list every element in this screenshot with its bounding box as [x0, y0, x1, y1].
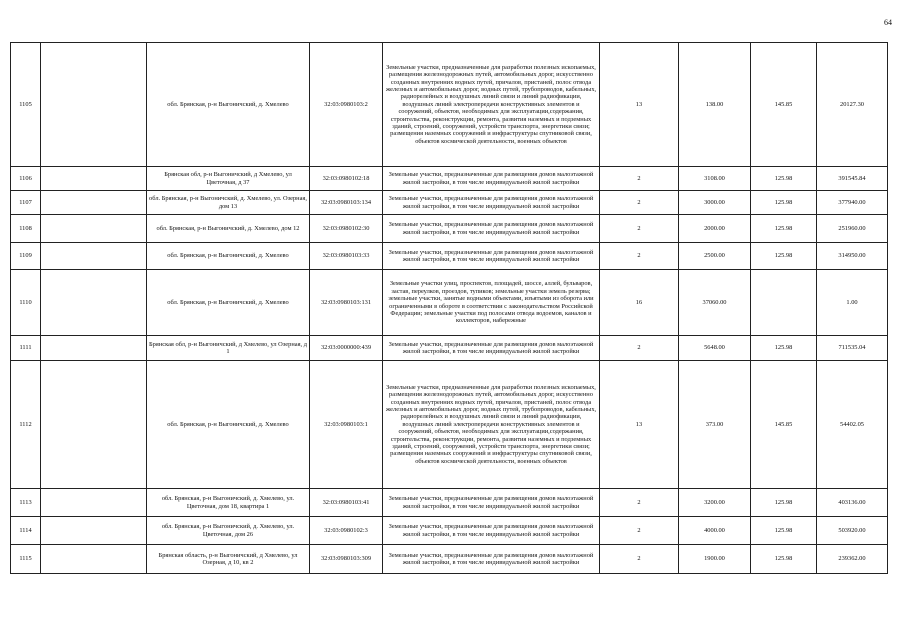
row-number: 1105 [11, 43, 41, 167]
cadastral-value-cell: 54402.05 [817, 361, 888, 489]
row-number: 1114 [11, 517, 41, 545]
rate-cell: 125.98 [751, 243, 817, 270]
land-use-cell: Земельные участки, предназначенные для размещения домов малоэтажной жилой застройки, в том числе индивидуальной жилой застройки [383, 167, 600, 191]
area-cell: 138.00 [679, 43, 751, 167]
use-group-code-cell: 2 [600, 517, 679, 545]
table-row [11, 43, 888, 167]
row-number: 1112 [11, 361, 41, 489]
use-group-code-cell: 2 [600, 215, 679, 243]
cadastral-number-cell: 32:03:0980102:18 [310, 167, 383, 191]
address-cell: обл. Брянская, р-н Выгоничский, д. Хмелево, ул. Цветочная, дом 18, квартира 1 [147, 489, 310, 517]
cadastral-value-cell: 391545.84 [817, 167, 888, 191]
blank-cell [41, 336, 147, 361]
table-row [11, 545, 888, 574]
cadastral-number-cell: 32:03:0980103:41 [310, 489, 383, 517]
use-group-code-cell: 2 [600, 336, 679, 361]
address-cell: обл. Брянская, р-н Выгоничский, д. Хмелево, дом 12 [147, 215, 310, 243]
table-row [11, 517, 888, 545]
address-cell: обл. Брянская, р-н Выгоничский, д. Хмелево [147, 270, 310, 336]
area-cell: 2000.00 [679, 215, 751, 243]
cadastral-number-cell: 32:03:0980102:30 [310, 215, 383, 243]
table-row [11, 243, 888, 270]
address-cell: обл. Брянская, р-н Выгоничский, д. Хмелево, ул. Озерная, дом 13 [147, 191, 310, 215]
land-use-cell: Земельные участки улиц, проспектов, площадей, шоссе, аллей, бульваров, застав, переулков, проездов, тупиков; земельные участки земель резерва; земельные участки, занятые водными объектами, изъятыми из оборота или ограниченными в обороте в соответствии с законодательством Российской Федерации; земельные участки под полосами отвода водоемов, каналов и коллекторов, набережные [383, 270, 600, 336]
area-cell: 373.00 [679, 361, 751, 489]
area-cell: 3000.00 [679, 191, 751, 215]
row-number: 1110 [11, 270, 41, 336]
rate-cell: 145.85 [751, 361, 817, 489]
table-row [11, 489, 888, 517]
rate-cell: 125.98 [751, 336, 817, 361]
cadastral-value-cell: 251960.00 [817, 215, 888, 243]
rate-cell: 125.98 [751, 167, 817, 191]
row-number: 1115 [11, 545, 41, 574]
area-cell: 2500.00 [679, 243, 751, 270]
land-use-cell: Земельные участки, предназначенные для размещения домов малоэтажной жилой застройки, в том числе индивидуальной жилой застройки [383, 243, 600, 270]
table-row [11, 361, 888, 489]
cadastral-value-cell: 239362.00 [817, 545, 888, 574]
address-cell: обл. Брянская, р-н Выгоничский, д. Хмелево [147, 243, 310, 270]
blank-cell [41, 215, 147, 243]
rate-cell: 125.98 [751, 191, 817, 215]
cadastral-value-cell: 20127.30 [817, 43, 888, 167]
land-use-cell: Земельные участки, предназначенные для размещения домов малоэтажной жилой застройки, в том числе индивидуальной жилой застройки [383, 191, 600, 215]
area-cell: 4000.00 [679, 517, 751, 545]
page-number: 64 [884, 18, 892, 27]
row-number: 1113 [11, 489, 41, 517]
address-cell: обл. Брянская, р-н Выгоничский, д. Хмелево [147, 361, 310, 489]
land-parcel-table [10, 42, 888, 574]
table-row [11, 215, 888, 243]
address-cell: Брянская обл, р-н Выгоничский, д Хмелево, ул Озерная, д 1 [147, 336, 310, 361]
table-row [11, 270, 888, 336]
blank-cell [41, 43, 147, 167]
use-group-code-cell: 2 [600, 191, 679, 215]
blank-cell [41, 361, 147, 489]
blank-cell [41, 191, 147, 215]
blank-cell [41, 489, 147, 517]
area-cell: 5648.00 [679, 336, 751, 361]
cadastral-value-cell: 403136.00 [817, 489, 888, 517]
rate-cell: 125.98 [751, 489, 817, 517]
land-use-cell: Земельные участки, предназначенные для размещения домов малоэтажной жилой застройки, в том числе индивидуальной жилой застройки [383, 545, 600, 574]
land-use-cell: Земельные участки, предназначенные для размещения домов малоэтажной жилой застройки, в том числе индивидуальной жилой застройки [383, 336, 600, 361]
cadastral-number-cell: 32:03:0980103:2 [310, 43, 383, 167]
blank-cell [41, 517, 147, 545]
use-group-code-cell: 2 [600, 167, 679, 191]
address-cell: обл. Брянская, р-н Выгоничский, д. Хмелево, ул. Цветочная, дом 26 [147, 517, 310, 545]
row-number: 1107 [11, 191, 41, 215]
land-use-cell: Земельные участки, предназначенные для разработки полезных ископаемых, размещения железнодорожных путей, автомобильных дорог, искусственно созданных внутренних водных путей, причалов, пристаней, полос отвода железных и автомобильных дорог, водных путей, трубопроводов, кабельных, радиорелейных и воздушных линий связи и линий радиофикации, воздушных линий электропередачи конструктивных элементов и сооружений, объектов, необходимых для эксплуатации,содержания, строительства, реконструкции, ремонта, развития наземных и подземных зданий, строений, сооружений, устройств транспорта, энергетики связи; размещения наземных сооружений и инфраструктуры спутниковой связи, объектов космической деятельности, военных объектов [383, 361, 600, 489]
cadastral-number-cell: 32:03:0980102:3 [310, 517, 383, 545]
land-use-cell: Земельные участки, предназначенные для размещения домов малоэтажной жилой застройки, в том числе индивидуальной жилой застройки [383, 489, 600, 517]
address-cell: Брянская обл, р-н Выгоничский, д Хмелево, ул Цветочная, д 37 [147, 167, 310, 191]
cadastral-value-cell: 377940.00 [817, 191, 888, 215]
cadastral-number-cell: 32:03:0980103:309 [310, 545, 383, 574]
use-group-code-cell: 13 [600, 361, 679, 489]
address-cell: обл. Брянская, р-н Выгоничский, д. Хмелево [147, 43, 310, 167]
cadastral-number-cell: 32:03:0980103:33 [310, 243, 383, 270]
cadastral-number-cell: 32:03:0980103:1 [310, 361, 383, 489]
cadastral-value-cell: 711535.04 [817, 336, 888, 361]
land-use-cell: Земельные участки, предназначенные для размещения домов малоэтажной жилой застройки, в том числе индивидуальной жилой застройки [383, 517, 600, 545]
blank-cell [41, 545, 147, 574]
row-number: 1111 [11, 336, 41, 361]
row-number: 1108 [11, 215, 41, 243]
land-use-cell: Земельные участки, предназначенные для размещения домов малоэтажной жилой застройки, в том числе индивидуальной жилой застройки [383, 215, 600, 243]
rate-cell: 125.98 [751, 517, 817, 545]
table-row [11, 167, 888, 191]
blank-cell [41, 243, 147, 270]
cadastral-number-cell: 32:03:0980103:131 [310, 270, 383, 336]
use-group-code-cell: 16 [600, 270, 679, 336]
rate-cell: 125.98 [751, 545, 817, 574]
rate-cell: 125.98 [751, 215, 817, 243]
cadastral-number-cell: 32:03:0980103:134 [310, 191, 383, 215]
cadastral-number-cell: 32:03:0000000:439 [310, 336, 383, 361]
use-group-code-cell: 2 [600, 243, 679, 270]
cadastral-value-cell: 1.00 [817, 270, 888, 336]
area-cell: 3200.00 [679, 489, 751, 517]
use-group-code-cell: 2 [600, 489, 679, 517]
area-cell: 37060.00 [679, 270, 751, 336]
table-row [11, 336, 888, 361]
row-number: 1106 [11, 167, 41, 191]
blank-cell [41, 270, 147, 336]
blank-cell [41, 167, 147, 191]
use-group-code-cell: 2 [600, 545, 679, 574]
rate-cell [751, 270, 817, 336]
address-cell: Брянская область, р-н Выгоничский, д Хмелево, ул Озерная, д 10, кв 2 [147, 545, 310, 574]
table-row [11, 191, 888, 215]
rate-cell: 145.85 [751, 43, 817, 167]
area-cell: 3108.00 [679, 167, 751, 191]
use-group-code-cell: 13 [600, 43, 679, 167]
cadastral-value-cell: 503920.00 [817, 517, 888, 545]
cadastral-value-cell: 314950.00 [817, 243, 888, 270]
area-cell: 1900.00 [679, 545, 751, 574]
land-use-cell: Земельные участки, предназначенные для разработки полезных ископаемых, размещения железнодорожных путей, автомобильных дорог, искусственно созданных внутренних водных путей, причалов, пристаней, полос отвода железных и автомобильных дорог, водных путей, трубопроводов, кабельных, радиорелейных и воздушных линий связи и линий радиофикации, воздушных линий электропередачи конструктивных элементов и сооружений, объектов, необходимых для эксплуатации,содержания, строительства, реконструкции, ремонта, развития наземных и подземных зданий, строений, сооружений, устройств транспорта, энергетики связи; размещения наземных сооружений и инфраструктуры спутниковой связи, объектов космической деятельности, военных объектов [383, 43, 600, 167]
row-number: 1109 [11, 243, 41, 270]
